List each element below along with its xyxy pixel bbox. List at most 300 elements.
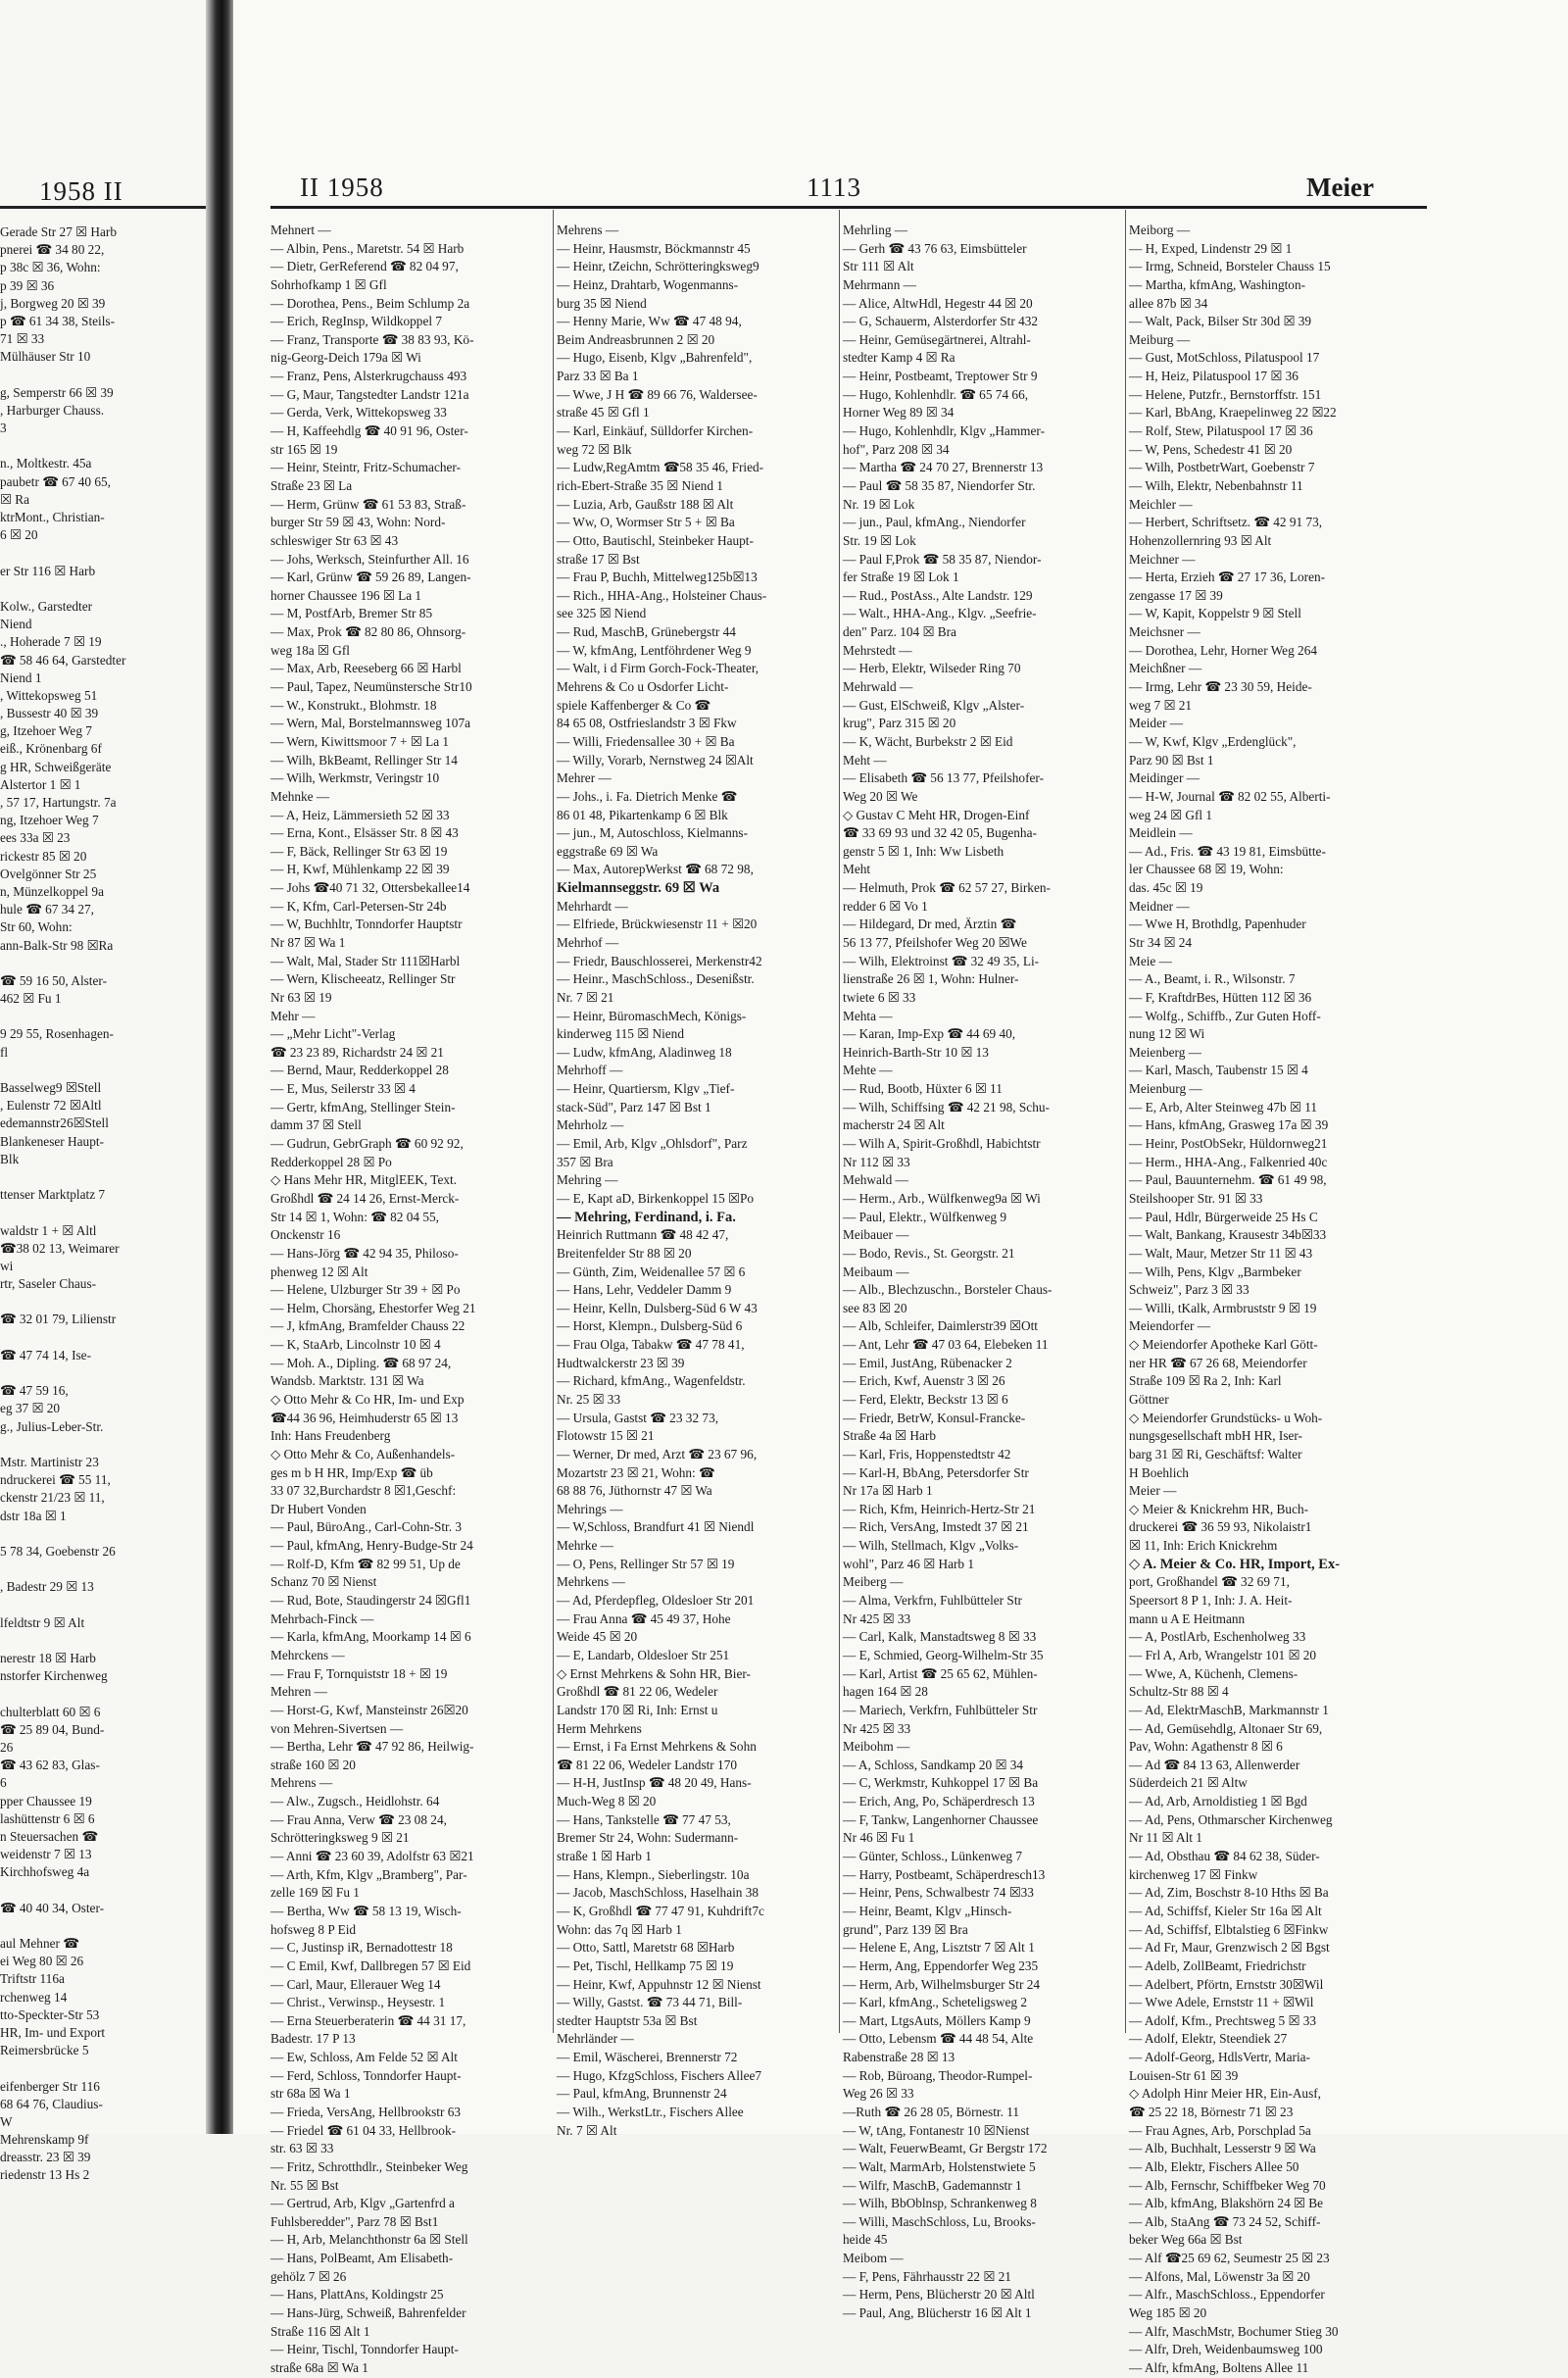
- directory-entry-line: — J, kfmAng, Bramfelder Chauss 22: [270, 1318, 466, 1334]
- directory-entry-line: — Alf ☎25 69 62, Seumestr 25 ☒ 23: [1129, 2251, 1330, 2266]
- left-page-line: [0, 1881, 218, 1899]
- left-page-line: wi: [0, 1258, 14, 1273]
- surname-heading: Meie —: [1129, 953, 1172, 968]
- directory-entry-line: — Werner, Dr med, Arzt ☎ 23 67 96,: [557, 1446, 758, 1461]
- directory-entry-line: — Hugo, KfzgSchloss, Fischers Allee7: [557, 2067, 762, 2083]
- directory-entry-line: — Karla, kfmAng, Moorkamp 14 ☒ 6: [270, 1629, 471, 1645]
- directory-entry-line: — Ad, Zim, Boschstr 8-10 Hths ☒ Ba: [1129, 1885, 1329, 1901]
- directory-entry-line: hagen 164 ☒ 28: [843, 1684, 928, 1700]
- directory-column-3: [843, 222, 1123, 2321]
- directory-entry-line: — Heinr., MaschSchloss., Desenißstr.: [557, 971, 755, 987]
- directory-entry-line: krug", Parz 315 ☒ 20: [843, 716, 956, 731]
- directory-entry-line: — Jacob, MaschSchloss, Haselhain 38: [557, 1885, 760, 1901]
- directory-entry-line: — Wilfr, MaschB, Gademannstr 1: [843, 2177, 1022, 2193]
- directory-entry-line: damm 37 ☒ Stell: [270, 1117, 362, 1133]
- directory-entry-line: — A., Beamt, i. R., Wilsonstr. 7: [1129, 971, 1296, 987]
- left-page-line: p 39 ☒ 36: [0, 277, 55, 293]
- surname-heading: von Mehren-Sivertsen —: [270, 1720, 404, 1736]
- left-page-line: g, Itzehoer Weg 7: [0, 723, 92, 739]
- surname-heading: Mehrhardt —: [557, 898, 628, 914]
- directory-entry-line: — Martha, kfmAng, Washington-: [1129, 276, 1306, 292]
- directory-entry-line: — Alw., Zugsch., Heidlohstr. 64: [270, 1794, 440, 1809]
- directory-entry-line: — Paul ☎ 58 35 87, Niendorfer Str.: [843, 477, 1036, 493]
- surname-heading: Mehrländer —: [557, 2031, 634, 2047]
- directory-entry-line: —Ruth ☎ 26 28 05, Börnestr. 11: [843, 2104, 1020, 2119]
- left-page-line: Str 60, Wohn:: [0, 919, 73, 935]
- left-page-line: [0, 1062, 218, 1079]
- directory-entry-line: Straße 116 ☒ Alt 1: [270, 2323, 370, 2339]
- directory-entry-line: Nr. 7 ☒ 21: [557, 989, 614, 1005]
- directory-entry-line: Nr 11 ☒ Alt 1: [1129, 1830, 1202, 1846]
- surname-heading: Meichner —: [1129, 551, 1196, 567]
- directory-page: [233, 0, 1568, 2375]
- directory-entry-line: zengasse 17 ☒ 39: [1129, 587, 1223, 603]
- directory-entry-line: — Karl, Masch, Taubenstr 15 ☒ 4: [1129, 1063, 1308, 1078]
- surname-heading: Meichßner —: [1129, 661, 1202, 676]
- surname-heading: Mehrmann —: [843, 276, 916, 292]
- directory-entry-line: — Wwe, J H ☎ 89 66 76, Waldersee-: [557, 386, 758, 402]
- directory-entry-line: — Ursula, Gastst ☎ 23 32 73,: [557, 1410, 719, 1425]
- left-page-line: paubetr ☎ 67 40 65,: [0, 473, 111, 489]
- directory-entry-line: — Gerda, Verk, Wittekopsweg 33: [270, 405, 447, 421]
- directory-entry-line: — Walt, FeuerwBeamt, Gr Bergstr 172: [843, 2141, 1048, 2156]
- directory-entry-line: — Dietr, GerReferend ☎ 82 04 97,: [270, 259, 459, 274]
- directory-entry-line: — Helene E, Ang, Lisztstr 7 ☒ Alt 1: [843, 1940, 1035, 1956]
- directory-entry-line: — Alb, Elektr, Fischers Allee 50: [1129, 2158, 1299, 2174]
- directory-entry-line: — Ad, Gemüsehdlg, Altonaer Str 69,: [1129, 1720, 1323, 1736]
- left-page-line: Kirchhofsweg 4a: [0, 1864, 90, 1880]
- directory-entry-line: — Albin, Pens., Maretstr. 54 ☒ Harb: [270, 240, 465, 256]
- directory-entry-line: — Gertr, kfmAng, Stellinger Stein-: [270, 1099, 456, 1115]
- left-page-line: Gerade Str 27 ☒ Harb: [0, 224, 117, 239]
- surname-heading: Meienburg —: [1129, 1081, 1202, 1097]
- directory-entry-line: str 68a ☒ Wa 1: [270, 2086, 351, 2102]
- surname-heading: Mehren —: [270, 1684, 327, 1700]
- left-page-line: p 38c ☒ 36, Wohn:: [0, 260, 101, 275]
- directory-entry-line: — Wilh, Pens, Klgv „Barmbeker: [1129, 1263, 1301, 1279]
- directory-entry-line: straße 45 ☒ Gfl 1: [557, 405, 650, 421]
- directory-entry-line: Wohn: das 7q ☒ Harb 1: [557, 1921, 682, 1937]
- directory-entry-line: ☎ 23 23 89, Richardstr 24 ☒ 21: [270, 1044, 444, 1060]
- directory-entry-line: — Hans, PlattAns, Koldingstr 25: [270, 2287, 444, 2303]
- directory-entry-line: — W, Kwf, Klgv „Erdenglück",: [1129, 733, 1297, 749]
- surname-heading: Meidinger —: [1129, 770, 1200, 786]
- directory-entry-line: — Paul, kfmAng, Henry-Budge-Str 24: [270, 1538, 473, 1554]
- directory-entry-line: — Walt, MarmArb, Holstenstwiete 5: [843, 2158, 1036, 2174]
- left-page-line: n, Münzelkoppel 9a: [0, 883, 104, 899]
- directory-entry-line: — C, Werkmstr, Kuhkoppel 17 ☒ Ba: [843, 1775, 1039, 1791]
- directory-entry-line: — Ad, Pferdepfleg, Oldesloer Str 201: [557, 1593, 755, 1609]
- directory-entry-line: — Martha ☎ 24 70 27, Brennerstr 13: [843, 460, 1044, 475]
- left-page-line: g, Semperstr 66 ☒ 39: [0, 384, 114, 400]
- directory-entry-line: Herm Mehrkens: [557, 1720, 642, 1736]
- surname-heading: Mehrwald —: [843, 679, 913, 695]
- directory-entry-line: — Heinz, Drahtarb, Wogenmanns-: [557, 276, 739, 292]
- directory-entry-line: — Ad, ElektrMaschB, Markmannstr 1: [1129, 1702, 1329, 1717]
- directory-entry-line: — Walt, Maur, Metzer Str 11 ☒ 43: [1129, 1245, 1313, 1261]
- directory-entry-line: — Wilh, BbOblnsp, Schrankenweg 8: [843, 2196, 1037, 2211]
- directory-entry-line: — Günter, Schloss., Lünkenweg 7: [843, 1849, 1023, 1864]
- directory-entry-line: — Willy, Gastst. ☎ 73 44 71, Bill-: [557, 1995, 743, 2010]
- surname-heading: Mehrens —: [557, 223, 619, 237]
- left-page-line: chulterblatt 60 ☒ 6: [0, 1704, 101, 1719]
- directory-entry-line: Schweiz", Parz 3 ☒ 33: [1129, 1282, 1250, 1298]
- left-page-line: , Eulenstr 72 ☒Altl: [0, 1098, 102, 1114]
- surname-heading: Mehrling —: [843, 223, 908, 237]
- left-page-line: 6: [0, 1775, 7, 1791]
- left-page-line: p ☎ 61 34 38, Steils-: [0, 313, 116, 328]
- directory-entry-line: — Paul, Bauunternehm. ☎ 61 49 98,: [1129, 1172, 1327, 1188]
- directory-entry-line: — Christ., Verwinsp., Heysestr. 1: [270, 1995, 446, 2010]
- directory-entry-line: — Carl, Kalk, Manstadtsweg 8 ☒ 33: [843, 1629, 1037, 1645]
- left-page-line: Niend 1: [0, 669, 42, 685]
- directory-entry-line: — Carl, Maur, Ellerauer Weg 14: [270, 1976, 441, 1992]
- left-page-line: weidenstr 7 ☒ 13: [0, 1847, 92, 1862]
- directory-entry-line: ◇ A. Meier & Co. HR, Import, Ex-: [1129, 1556, 1341, 1572]
- directory-entry-line: — Frau F, Tornquiststr 18 + ☒ 19: [270, 1665, 448, 1681]
- directory-entry-line: — Karl-H, BbAng, Petersdorfer Str: [843, 1464, 1029, 1480]
- directory-entry-line: mann u A E Heitmann: [1129, 1610, 1246, 1626]
- left-page-line: ☎ 40 40 34, Oster-: [0, 1900, 105, 1915]
- left-page-line: fl: [0, 1044, 9, 1060]
- directory-entry-line: — Gudrun, GebrGraph ☎ 60 92 92,: [270, 1136, 464, 1152]
- directory-entry-line: — Henny Marie, Ww ☎ 47 48 94,: [557, 314, 742, 329]
- left-page-line: [0, 1917, 218, 1935]
- directory-entry-line: — Ludw, kfmAng, Aladinweg 18: [557, 1044, 732, 1060]
- directory-entry-line: — Alb, StaAng ☎ 73 24 52, Schiff-: [1129, 2213, 1321, 2229]
- directory-entry-line: 357 ☒ Bra: [557, 1154, 613, 1169]
- left-header-rule: [0, 206, 218, 209]
- directory-entry-line: weg 7 ☒ 21: [1129, 697, 1192, 713]
- directory-entry-line: — Heinr, Steintr, Fritz-Schumacher-: [270, 460, 462, 475]
- left-page-line: Kolw., Garstedter: [0, 598, 93, 614]
- directory-entry-line: Fuhlsberedder", Parz 78 ☒ Bst1: [270, 2213, 439, 2229]
- directory-entry-line: Straße 109 ☒ Ra 2, Inh: Karl: [1129, 1373, 1282, 1389]
- directory-entry-line: — Mariech, Verkfrn, Fuhlbütteler Str: [843, 1702, 1038, 1717]
- directory-entry-line: 84 65 08, Ostfrieslandstr 3 ☒ Fkw: [557, 716, 737, 731]
- directory-entry-line: — M, PostfArb, Bremer Str 85: [270, 606, 433, 621]
- directory-entry-line: — Frau P, Buchh, Mittelweg125b☒13: [557, 570, 758, 585]
- directory-entry-line: — Harry, Postbeamt, Schäperdresch13: [843, 1866, 1046, 1882]
- left-page-line: ☎ 25 89 04, Bund-: [0, 1721, 105, 1737]
- directory-entry-line: — H, Arb, Melanchthonstr 6a ☒ Stell: [270, 2232, 468, 2248]
- directory-column-4: [1129, 222, 1409, 2375]
- directory-entry-line: — Hugo, Kohlenhdlr, Klgv „Hammer-: [843, 423, 1045, 439]
- directory-entry-line: — Franz, Pens, Alsterkrugchauss 493: [270, 369, 467, 384]
- directory-entry-line: Schrötteringksweg 9 ☒ 21: [270, 1830, 410, 1846]
- directory-entry-line: — Erich, Kwf, Auenstr 3 ☒ 26: [843, 1373, 1005, 1389]
- directory-entry-line: ◇ Otto Mehr & Co, Außenhandels-: [270, 1446, 456, 1461]
- directory-entry-line: — Frl A, Arb, Wrangelstr 101 ☒ 20: [1129, 1647, 1317, 1662]
- left-page-line: rchenweg 14: [0, 1989, 68, 2005]
- surname-heading: Mehrstedt —: [843, 642, 912, 658]
- left-page-line: [0, 1632, 218, 1650]
- directory-entry-line: — Hans, Tankstelle ☎ 77 47 53,: [557, 1811, 731, 1827]
- directory-entry-line: — K, Großhdl ☎ 77 47 91, Kuhdrift7c: [557, 1903, 764, 1918]
- directory-entry-line: — Paul, Hdlr, Bürgerweide 25 Hs C: [1129, 1209, 1318, 1224]
- left-page-line: [0, 544, 218, 562]
- surname-heading: Mehrkens —: [557, 1574, 625, 1590]
- directory-entry-line: — Friedr, BetrW, Konsul-Francke-: [843, 1410, 1026, 1425]
- left-page-line: [0, 1596, 218, 1613]
- directory-entry-line: barg 31 ☒ Ri, Geschäftsf: Walter: [1129, 1446, 1302, 1461]
- directory-entry-line: Mehrens & Co u Osdorfer Licht-: [557, 679, 729, 695]
- directory-entry-line: — Wilh, BkBeamt, Rellinger Str 14: [270, 752, 458, 768]
- directory-entry-line: ◇ Meier & Knickrehm HR, Buch-: [1129, 1501, 1309, 1516]
- directory-entry-line: weg 18a ☒ Gfl: [270, 642, 350, 658]
- left-page-line: Reimersbrücke 5: [0, 2043, 89, 2058]
- directory-entry-line: redder 6 ☒ Vo 1: [843, 898, 928, 914]
- directory-entry-line: — Wilh, Stellmach, Klgv „Volks-: [843, 1538, 1019, 1554]
- directory-entry-line: — Herm., Arb., Wülfkenweg9a ☒ Wi: [843, 1190, 1041, 1206]
- directory-entry-line: fer Straße 19 ☒ Lok 1: [843, 570, 959, 585]
- directory-entry-line: — Heinr, Beamt, Klgv „Hinsch-: [843, 1903, 1012, 1918]
- directory-entry-line: — Ad Fr, Maur, Grenzwisch 2 ☒ Bgst: [1129, 1940, 1330, 1956]
- directory-entry-line: — Mehring, Ferdinand, i. Fa.: [557, 1209, 736, 1225]
- directory-entry-line: — jun., M, Autoschloss, Kielmanns-: [557, 825, 749, 841]
- surname-heading: Mehrholz —: [557, 1117, 624, 1133]
- directory-entry-line: — F, Bäck, Rellinger Str 63 ☒ 19: [270, 843, 448, 859]
- directory-entry-line: — K, Kfm, Carl-Petersen-Str 24b: [270, 898, 447, 914]
- directory-entry-line: zelle 169 ☒ Fu 1: [270, 1885, 360, 1901]
- directory-entry-line: — Wern, Kiwittsmoor 7 + ☒ La 1: [270, 733, 450, 749]
- surname-heading: Meidlein —: [1129, 825, 1193, 841]
- directory-entry-line: Flotowstr 15 ☒ 21: [557, 1428, 655, 1444]
- directory-entry-line: ◇ Hans Mehr HR, MitglEEK, Text.: [270, 1172, 458, 1188]
- directory-entry-line: Badestr. 17 P 13: [270, 2031, 356, 2047]
- directory-entry-line: — Heinr, PostObSekr, Hüldornweg21: [1129, 1136, 1328, 1152]
- directory-entry-line: — Otto, Lebensm ☎ 44 48 54, Alte: [843, 2031, 1034, 2047]
- directory-entry-line: — Emil, Wäscherei, Brennerstr 72: [557, 2050, 738, 2065]
- directory-entry-line: — Wilh, Werkmstr, Veringstr 10: [270, 770, 440, 786]
- directory-entry-line: — C, Justinsp iR, Bernadottestr 18: [270, 1940, 453, 1956]
- surname-heading: Meiburg —: [1129, 331, 1191, 347]
- directory-entry-line: Bremer Str 24, Wohn: Sudermann-: [557, 1830, 739, 1846]
- left-page-line: 26: [0, 1739, 14, 1755]
- directory-entry-line: — Richard, kfmAng., Wagenfeldstr.: [557, 1373, 746, 1389]
- left-page-line: eifenberger Str 116: [0, 2078, 100, 2094]
- directory-entry-line: nungsgesellschaft mbH HR, Iser-: [1129, 1428, 1302, 1444]
- surname-heading: Meiberg —: [843, 1574, 904, 1590]
- directory-entry-line: str. 63 ☒ 33: [270, 2141, 334, 2156]
- left-page-line: lfeldtstr 9 ☒ Alt: [0, 1614, 85, 1630]
- directory-entry-line: — Paul F,Prok ☎ 58 35 87, Niendor-: [843, 551, 1042, 567]
- surname-heading: Mehring —: [557, 1172, 618, 1188]
- directory-entry-line: Nr 425 ☒ 33: [843, 1610, 911, 1626]
- directory-entry-line: — Gust, MotSchloss, Pilatuspool 17: [1129, 350, 1320, 366]
- running-name: Meier: [1306, 173, 1374, 202]
- directory-entry-line: — Herm, Pens, Blücherstr 20 ☒ Altl: [843, 2287, 1035, 2303]
- left-page-text: [0, 223, 218, 2185]
- directory-entry-line: — Fritz, Schrotthdlr., Steinbeker Weg: [270, 2158, 468, 2174]
- page-number: 1113: [807, 173, 861, 202]
- directory-entry-line: Nr 17a ☒ Harb 1: [843, 1483, 933, 1499]
- left-page-line: Ovelgönner Str 25: [0, 866, 97, 881]
- directory-entry-line: Straße 4a ☒ Harb: [843, 1428, 936, 1444]
- directory-entry-line: — Ew, Schloss, Am Felde 52 ☒ Alt: [270, 2050, 458, 2065]
- directory-entry-line: — Rich, Kfm, Heinrich-Hertz-Str 21: [843, 1501, 1036, 1516]
- left-page-line: , Bussestr 40 ☒ 39: [0, 706, 99, 721]
- directory-entry-line: — Johs, Werksch, Steinfurther All. 16: [270, 551, 469, 567]
- left-page-line: 3: [0, 421, 7, 436]
- directory-entry-line: — Alb, Fernschr, Schiffbeker Weg 70: [1129, 2177, 1326, 2193]
- directory-entry-line: horner Chaussee 196 ☒ La 1: [270, 587, 422, 603]
- directory-entry-line: Nr. 19 ☒ Lok: [843, 496, 915, 512]
- directory-entry-line: schleswiger Str 63 ☒ 43: [270, 532, 399, 548]
- directory-entry-line: — G, Schauerm, Alsterdorfer Str 432: [843, 314, 1039, 329]
- directory-entry-line: — F, KraftdrBes, Hütten 112 ☒ 36: [1129, 989, 1312, 1005]
- directory-entry-line: — Dorothea, Lehr, Horner Weg 264: [1129, 642, 1318, 658]
- directory-entry-line: lienstraße 26 ☒ 1, Wohn: Hulner-: [843, 971, 1019, 987]
- left-page-line: [0, 367, 218, 384]
- left-page-line: ees 33a ☒ 23: [0, 830, 71, 846]
- directory-entry-line: — Dorothea, Pens., Beim Schlump 2a: [270, 295, 470, 311]
- directory-entry-line: — Ad., Fris. ☎ 43 19 81, Eimsbütte-: [1129, 843, 1326, 859]
- left-page-line: 462 ☒ Fu 1: [0, 991, 62, 1007]
- directory-entry-line: — Alfr, Dreh, Weidenbaumsweg 100: [1129, 2342, 1323, 2357]
- left-page-line: , 57 17, Hartungstr. 7a: [0, 795, 117, 810]
- directory-entry-line: — Max, AutorepWerkst ☎ 68 72 98,: [557, 862, 754, 877]
- left-page-line: ttenser Marktplatz 7: [0, 1187, 106, 1203]
- directory-entry-line: Straße 23 ☒ La: [270, 477, 353, 493]
- directory-entry-line: — H-W, Journal ☎ 82 02 55, Alberti-: [1129, 788, 1331, 804]
- directory-entry-line: Str. 19 ☒ Lok: [843, 532, 916, 548]
- directory-entry-line: burg 35 ☒ Niend: [557, 295, 647, 311]
- surname-heading: Meider —: [1129, 716, 1184, 731]
- directory-entry-line: — Bernd, Maur, Redderkoppel 28: [270, 1063, 449, 1078]
- directory-entry-line: ◇ Ernst Mehrkens & Sohn HR, Bier-: [557, 1665, 751, 1681]
- directory-entry-line: — Ant, Lehr ☎ 47 03 64, Elebeken 11: [843, 1337, 1049, 1353]
- surname-heading: Mehnert —: [270, 223, 331, 237]
- directory-entry-line: — Ludw,RegAmtm ☎58 35 46, Fried-: [557, 460, 764, 475]
- directory-entry-line: Parz 90 ☒ Bst 1: [1129, 752, 1214, 768]
- surname-heading: Meibom —: [843, 2251, 904, 2266]
- directory-entry-line: — Willi, Friedensallee 30 + ☒ Ba: [557, 733, 735, 749]
- directory-entry-line: — W, tAng, Fontanestr 10 ☒Nienst: [843, 2122, 1030, 2138]
- left-page-line: waldstr 1 + ☒ Altl: [0, 1222, 97, 1238]
- directory-entry-line: — Ferd, Elektr, Beckstr 13 ☒ 6: [843, 1392, 1008, 1407]
- directory-entry-line: Weg 185 ☒ 20: [1129, 2305, 1207, 2321]
- column-divider: [553, 210, 554, 2033]
- directory-entry-line: — Willi, MaschSchloss, Lu, Brooks-: [843, 2213, 1036, 2229]
- directory-entry-line: ◇ Meiendorfer Apotheke Karl Gött-: [1129, 1337, 1318, 1353]
- directory-entry-line: ges m b H HR, Imp/Exp ☎ üb: [270, 1464, 433, 1480]
- directory-entry-line: — Günth, Zim, Weidenallee 57 ☒ 6: [557, 1263, 746, 1279]
- directory-entry-line: — G, Maur, Tangstedter Landstr 121a: [270, 386, 469, 402]
- directory-entry-line: rich-Ebert-Straße 35 ☒ Niend 1: [557, 477, 723, 493]
- directory-entry-line: — Luzia, Arb, Gaußstr 188 ☒ Alt: [557, 496, 734, 512]
- directory-entry-line: Nr. 55 ☒ Bst: [270, 2177, 339, 2193]
- directory-entry-line: Breitenfelder Str 88 ☒ 20: [557, 1245, 692, 1261]
- directory-entry-line: — Paul, Tapez, Neumünstersche Str10: [270, 679, 472, 695]
- directory-entry-line: Hudtwalckerstr 23 ☒ 39: [557, 1355, 685, 1370]
- left-page-line: ei Weg 80 ☒ 26: [0, 1954, 84, 1969]
- directory-entry-line: — H, Kwf, Mühlenkamp 22 ☒ 39: [270, 862, 450, 877]
- directory-entry-line: — Alfons, Mal, Löwenstr 3a ☒ 20: [1129, 2268, 1310, 2284]
- directory-entry-line: — Ad ☎ 84 13 63, Allenwerder: [1129, 1757, 1300, 1772]
- surname-heading: Mehnke —: [270, 788, 330, 804]
- directory-entry-line: — Alb., Blechzuschn., Borsteler Chaus-: [843, 1282, 1053, 1298]
- directory-entry-line: — Gerh ☎ 43 76 63, Eimsbütteler: [843, 240, 1027, 256]
- directory-entry-line: — Rolf-D, Kfm ☎ 82 99 51, Up de: [270, 1556, 461, 1571]
- directory-entry-line: grund", Parz 139 ☒ Bra: [843, 1921, 968, 1937]
- directory-entry-line: — Helm, Chorsäng, Ehestorfer Weg 21: [270, 1300, 476, 1315]
- directory-entry-line: — Herm, Arb, Wilhelmsburger Str 24: [843, 1976, 1040, 1992]
- left-page-line: tto-Speckter-Str 53: [0, 2006, 100, 2022]
- directory-entry-line: — Rud, MaschB, Grünebergstr 44: [557, 624, 736, 640]
- directory-entry-line: — Helene, Putzfr., Bernstorffstr. 151: [1129, 386, 1322, 402]
- left-page-line: g., Julius-Leber-Str.: [0, 1418, 104, 1434]
- directory-entry-line: kirchenweg 17 ☒ Finkw: [1129, 1866, 1258, 1882]
- left-page-line: [0, 2059, 218, 2077]
- directory-entry-line: ◇ Adolph Hinr Meier HR, Ein-Ausf,: [1129, 2086, 1321, 2102]
- left-page-line: ☎ 32 01 79, Lilienstr: [0, 1312, 117, 1327]
- left-page-line: ktrMont., Christian-: [0, 510, 105, 524]
- directory-entry-line: — Paul, Elektr., Wülfkenweg 9: [843, 1209, 1007, 1224]
- directory-entry-line: — Rob, Büroang, Theodor-Rumpel-: [843, 2067, 1033, 2083]
- surname-heading: Meichsner —: [1129, 624, 1200, 640]
- left-page-line: Mülhäuser Str 10: [0, 349, 91, 365]
- left-page-line: ☎ 43 62 83, Glas-: [0, 1758, 100, 1773]
- directory-entry-line: — Hildegard, Dr med, Ärztin ☎: [843, 917, 1017, 932]
- directory-entry-line: stedter Kamp 4 ☒ Ra: [843, 350, 956, 366]
- directory-entry-line: — Anni ☎ 23 60 39, Adolfstr 63 ☒21: [270, 1849, 474, 1864]
- directory-entry-line: — Alb, Buchhalt, Lesserstr 9 ☒ Wa: [1129, 2141, 1316, 2156]
- directory-entry-line: — Erich, RegInsp, Wildkoppel 7: [270, 314, 443, 329]
- left-page-line: ckenstr 21/23 ☒ 11,: [0, 1490, 105, 1506]
- directory-entry-line: — Adelbert, Pförtn, Ernststr 30☒Wil: [1129, 1976, 1324, 1992]
- left-page-line: Alstertor 1 ☒ 1: [0, 776, 81, 792]
- directory-entry-line: — Mart, LtgsAuts, Möllers Kamp 9: [843, 2012, 1031, 2028]
- directory-entry-line: — K, StaArb, Lincolnstr 10 ☒ 4: [270, 1337, 441, 1353]
- directory-entry-line: — Walt, Bankang, Krausestr 34b☒33: [1129, 1227, 1327, 1243]
- directory-entry-line: ◇ Otto Mehr & Co HR, Im- und Exp: [270, 1392, 465, 1407]
- directory-entry-line: — W, Pens, Schedestr 41 ☒ 20: [1129, 441, 1293, 457]
- directory-entry-line: Louisen-Str 61 ☒ 39: [1129, 2067, 1239, 2083]
- left-page-line: ., Hoherade 7 ☒ 19: [0, 634, 102, 650]
- directory-entry-line: — E, Arb, Alter Steinweg 47b ☒ 11: [1129, 1099, 1318, 1115]
- directory-entry-line: — Herm, Ang, Eppendorfer Weg 235: [843, 1957, 1039, 1973]
- directory-entry-line: — Heinr, Quartiersm, Klgv „Tief-: [557, 1081, 735, 1097]
- directory-entry-line: — Hans, Klempn., Sieberlingstr. 10a: [557, 1866, 750, 1882]
- directory-entry-line: — Adolf, Elektr, Steendiek 27: [1129, 2031, 1288, 2047]
- left-page-line: pper Chaussee 19: [0, 1793, 92, 1808]
- directory-entry-line: — H, Kaffeehdlg ☎ 40 91 96, Oster-: [270, 423, 468, 439]
- directory-entry-line: stedter Hauptstr 53a ☒ Bst: [557, 2012, 698, 2028]
- left-page-line: ☎ 58 46 64, Garstedter: [0, 652, 126, 668]
- column-divider: [1125, 210, 1126, 2033]
- directory-entry-line: — Paul, kfmAng, Brunnenstr 24: [557, 2086, 727, 2102]
- surname-heading: Mehte —: [843, 1063, 893, 1078]
- directory-entry-line: — Erna, Kont., Elsässer Str. 8 ☒ 43: [270, 825, 459, 841]
- left-page-line: nstorfer Kirchenweg: [0, 1668, 108, 1684]
- left-page-line: aul Mehner ☎: [0, 1936, 79, 1951]
- directory-entry-line: — W, kfmAng, Lentföhrdener Weg 9: [557, 642, 752, 658]
- directory-entry-line: — Bertha, Ww ☎ 58 13 19, Wisch-: [270, 1903, 462, 1918]
- surname-heading: Mehr —: [270, 1008, 316, 1023]
- directory-entry-line: — Karl, kfmAng., Scheteligsweg 2: [843, 1995, 1027, 2010]
- surname-heading: Meht —: [843, 752, 887, 768]
- directory-entry-line: — Herbert, Schriftsetz. ☎ 42 91 73,: [1129, 515, 1323, 530]
- directory-entry-line: — Adolf-Georg, HdlsVertr, Maria-: [1129, 2050, 1310, 2065]
- directory-entry-line: Heinrich-Barth-Str 10 ☒ 13: [843, 1044, 989, 1060]
- directory-entry-line: — Helene, Ulzburger Str 39 + ☒ Po: [270, 1282, 461, 1298]
- directory-entry-line: — Hans-Jürg, Schweiß, Bahrenfelder: [270, 2305, 466, 2321]
- surname-heading: Mehrer —: [557, 770, 612, 786]
- directory-entry-line: — Erich, Ang, Po, Schäperdresch 13: [843, 1794, 1035, 1809]
- directory-entry-line: str 165 ☒ 19: [270, 441, 338, 457]
- left-page-line: riedenstr 13 Hs 2: [0, 2167, 90, 2183]
